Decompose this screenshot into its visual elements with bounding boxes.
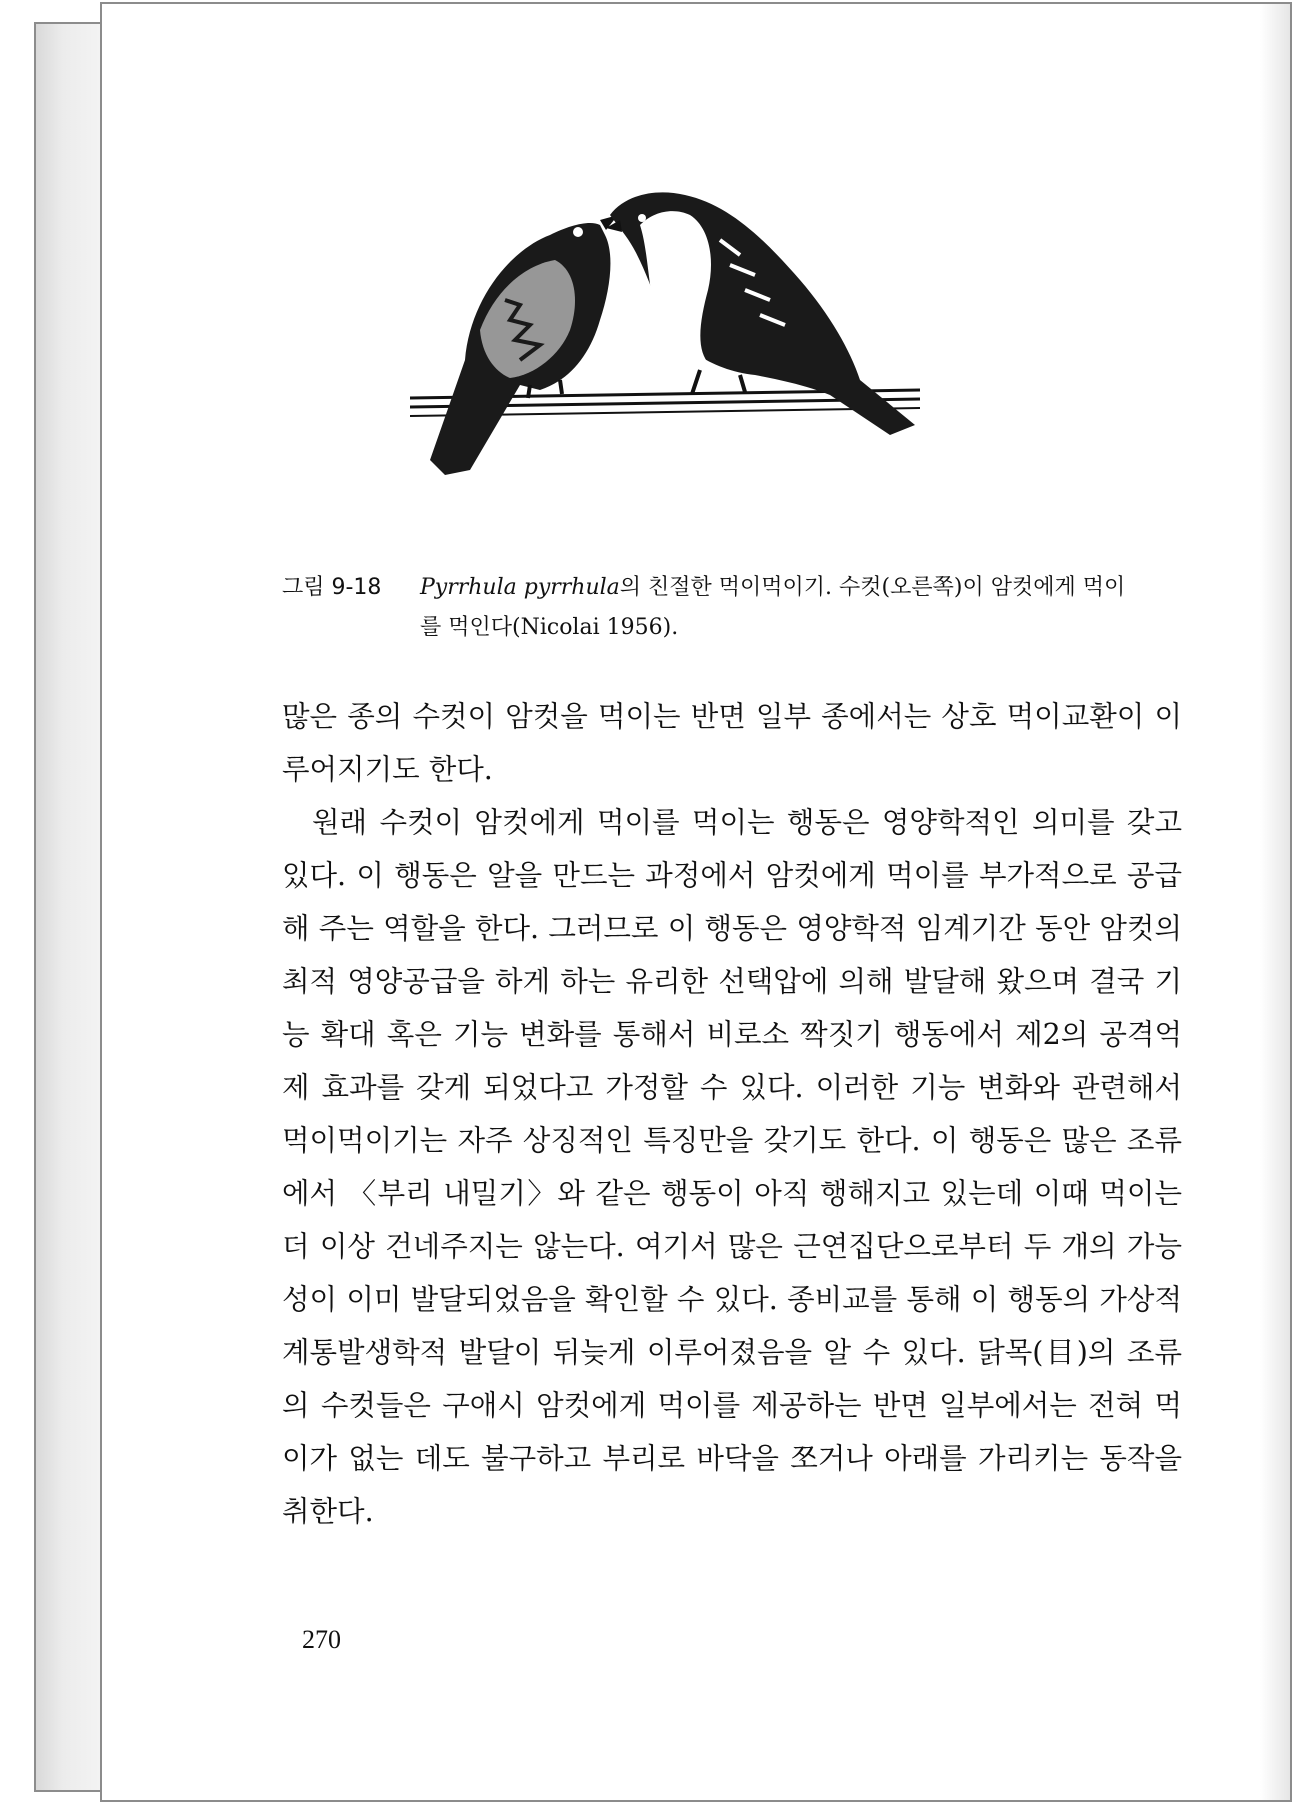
paragraph-2: 원래 수컷이 암컷에게 먹이를 먹이는 행동은 영양학적인 의미를 갖고 있다. 이 행동은 알을 만드는 과정에서 암컷에게 먹이를 부가적으로 공급해 주는 역할을 한다. 그러므로 이 행동은 영양학적 임계기간 동안 암컷의 최적 영양공급을 하게 하는 유리한 선택압에 의해 발달해 왔으며 결국 기능 확대 혹은 기능 변화를 통해서 비로소 짝짓기 행동에서 제2의 공격억제 효과를 갖게 되었다고 가정할 수 있다. 이러한 기능 변화와 관련해서 먹이먹이기는 자주 상징적인 특징만을 갖기도 한다. 이 행동은 많은 조류에서 〈부리 내밀기〉와 같은 행동이 아직 행해지고 있는데 이때 먹이는 더 이상 건네주지는 않는다. 여기서 많은 근연집단으로부터 두 개의 가능성이 이미 발달되었음을 확인할 수 있다. 종비교를 통해 이 행동의 가상적 계통발생학적 발달이 뒤늦게 이루어졌음을 알 수 있다. 닭목(目)의 조류의 수컷들은 구애시 암컷에게 먹이를 제공하는 반면 일부에서는 전혀 먹이가 없는 데도 불구하고 부리로 바닥을 쪼거나 아래를 가리키는 동작을 취한다. [282, 806, 1182, 1528]
book-spine [34, 22, 104, 1792]
female-bird [430, 215, 618, 475]
figure-label: 그림 9-18 [282, 575, 382, 600]
two-birds-feeding-illustration [410, 180, 1060, 540]
male-bird [606, 192, 915, 435]
caption-line1: 의 친절한 먹이먹이기. 수컷(오른쪽)이 암컷에게 먹이 [619, 575, 1126, 600]
body-text [282, 690, 1182, 1538]
caption-line2: 를 먹인다(Nicolai 1956). [420, 615, 679, 640]
caption-text [420, 568, 1182, 648]
paragraph-1: 많은 종의 수컷이 암컷을 먹이는 반면 일부 종에서는 상호 먹이교환이 이루어지기도 한다. [282, 700, 1182, 786]
caption-species: Pyrrhula pyrrhula [420, 575, 620, 600]
page-number: 270 [302, 1625, 341, 1654]
page-edge-shadow [1260, 4, 1290, 1800]
figure-illustration [410, 180, 1060, 540]
